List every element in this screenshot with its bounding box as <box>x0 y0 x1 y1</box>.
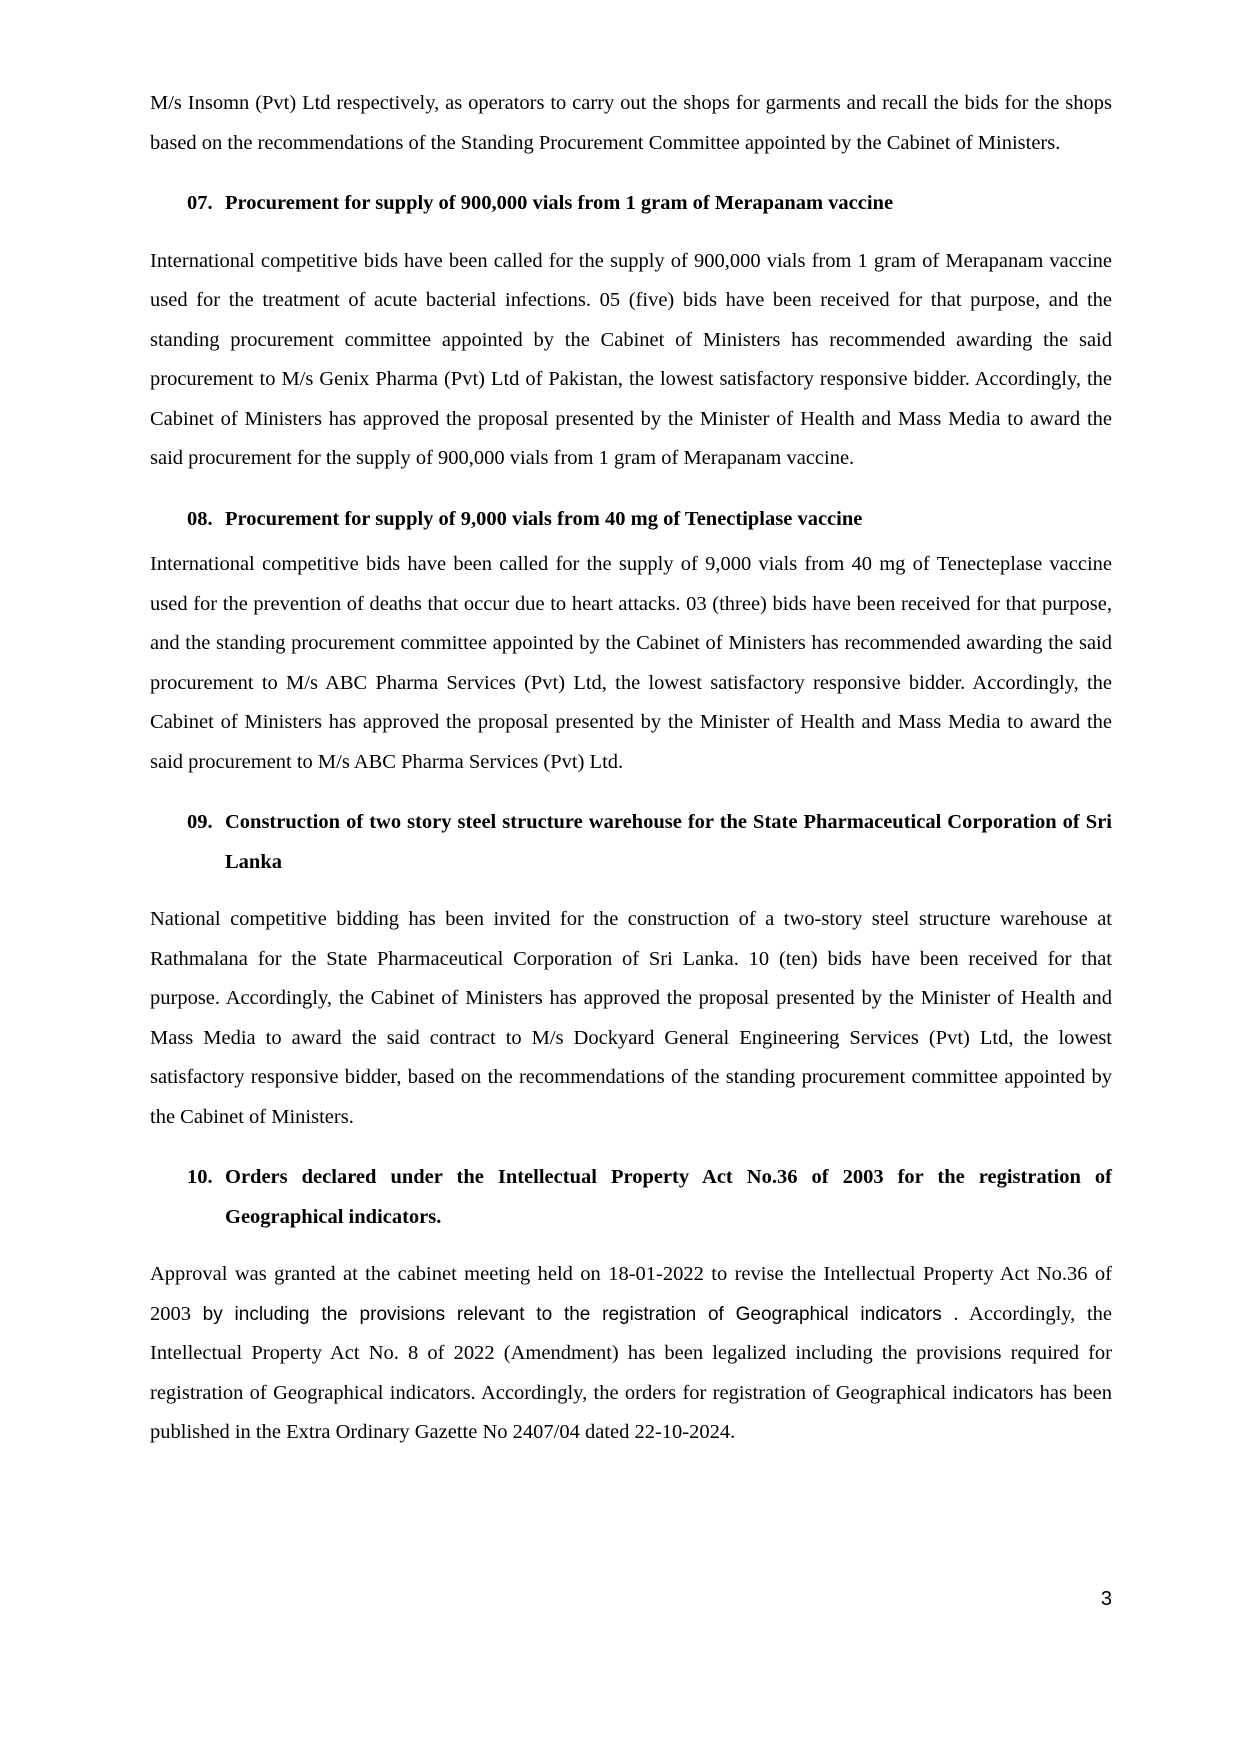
section-07-number: 07. <box>187 192 213 214</box>
section-09-title: Construction of two story steel structure warehouse for the State Pharmaceutical Corporation of Sri Lanka <box>225 811 1112 873</box>
section-09-number: 09. <box>187 811 213 833</box>
section-10-body-part2: by including the provisions relevant to the registration of Geographical indicators <box>202 1303 942 1325</box>
section-10-body <box>150 1255 1112 1453</box>
section-07-heading <box>150 184 1112 224</box>
document-page <box>150 84 1112 1453</box>
section-10-body-part3: . Accordingly, the Intellectual Property Act No. 8 of 2022 (Amendment) has been legalized including the provisions required for registration of Geographical indicators. Accordingly, the orders for registration of Geographical indicators has been published in the Extra Ordinary Gazette No 2407/04 dated 22-10-2024. <box>150 1302 1113 1443</box>
section-08-number: 08. <box>187 507 213 530</box>
section-10-title: Orders declared under the Intellectual Property Act No.36 of 2003 for the registration of Geographical indicators. <box>225 1166 1112 1228</box>
section-10-number: 10. <box>187 1166 213 1188</box>
section-07-title: Procurement for supply of 900,000 vials from 1 gram of Merapanam vaccine <box>225 192 894 214</box>
section-10-body-part1: Approval was granted at the cabinet meeting held on 18-01-2022 to revise the Intellectual Property Act No.36 of 2003 <box>150 1263 1112 1325</box>
page-number: 3 <box>1100 1588 1112 1610</box>
section-09-body: National competitive bidding has been invited for the construction of a two-story steel structure warehouse at Rathmalana for the State Pharmaceutical Corporation of Sri Lanka. 10 (ten) bids have been received for that purpose. Accordingly, the Cabinet of Ministers has approved the proposal presented by the Minister of Health and Mass Media to award the said contract to M/s Dockyard General Engineering Services (Pvt) Ltd, the lowest satisfactory responsive bidder, based on the recommendations of the standing procurement committee appointed by the Cabinet of Ministers. <box>150 908 1112 1128</box>
section-09-heading <box>150 803 1112 882</box>
section-07-body: International competitive bids have been called for the supply of 900,000 vials from 1 gram of Merapanam vaccine used for the treatment of acute bacterial infections. 05 (five) bids have been received for that purpose, and the standing procurement committee appointed by the Cabinet of Ministers has recommended awarding the said procurement to M/s Genix Pharma (Pvt) Ltd of Pakistan, the lowest satisfactory responsive bidder. Accordingly, the Cabinet of Ministers has approved the proposal presented by the Minister of Health and Mass Media to award the said procurement for the supply of 900,000 vials from 1 gram of Merapanam vaccine. <box>150 249 1112 469</box>
section-08-title: Procurement for supply of 9,000 vials from 40 mg of Tenectiplase vaccine <box>225 507 863 530</box>
section-10-heading <box>150 1158 1112 1237</box>
section-08-body: International competitive bids have been called for the supply of 9,000 vials from 40 mg of Tenecteplase vaccine used for the prevention of deaths that occur due to heart attacks. 03 (three) bids have been received for that purpose, and the standing procurement committee appointed by the Cabinet of Ministers has recommended awarding the said procurement to M/s ABC Pharma Services (Pvt) Ltd, the lowest satisfactory responsive bidder. Accordingly, the Cabinet of Ministers has approved the proposal presented by the Minister of Health and Mass Media to award the said procurement to M/s ABC Pharma Services (Pvt) Ltd. <box>150 553 1112 773</box>
section-08-heading <box>150 500 1112 540</box>
intro-paragraph: M/s Insomn (Pvt) Ltd respectively, as operators to carry out the shops for garments and recall the bids for the shops based on the recommendations of the Standing Procurement Committee appointed by the Cabinet of Ministers. <box>150 92 1112 154</box>
